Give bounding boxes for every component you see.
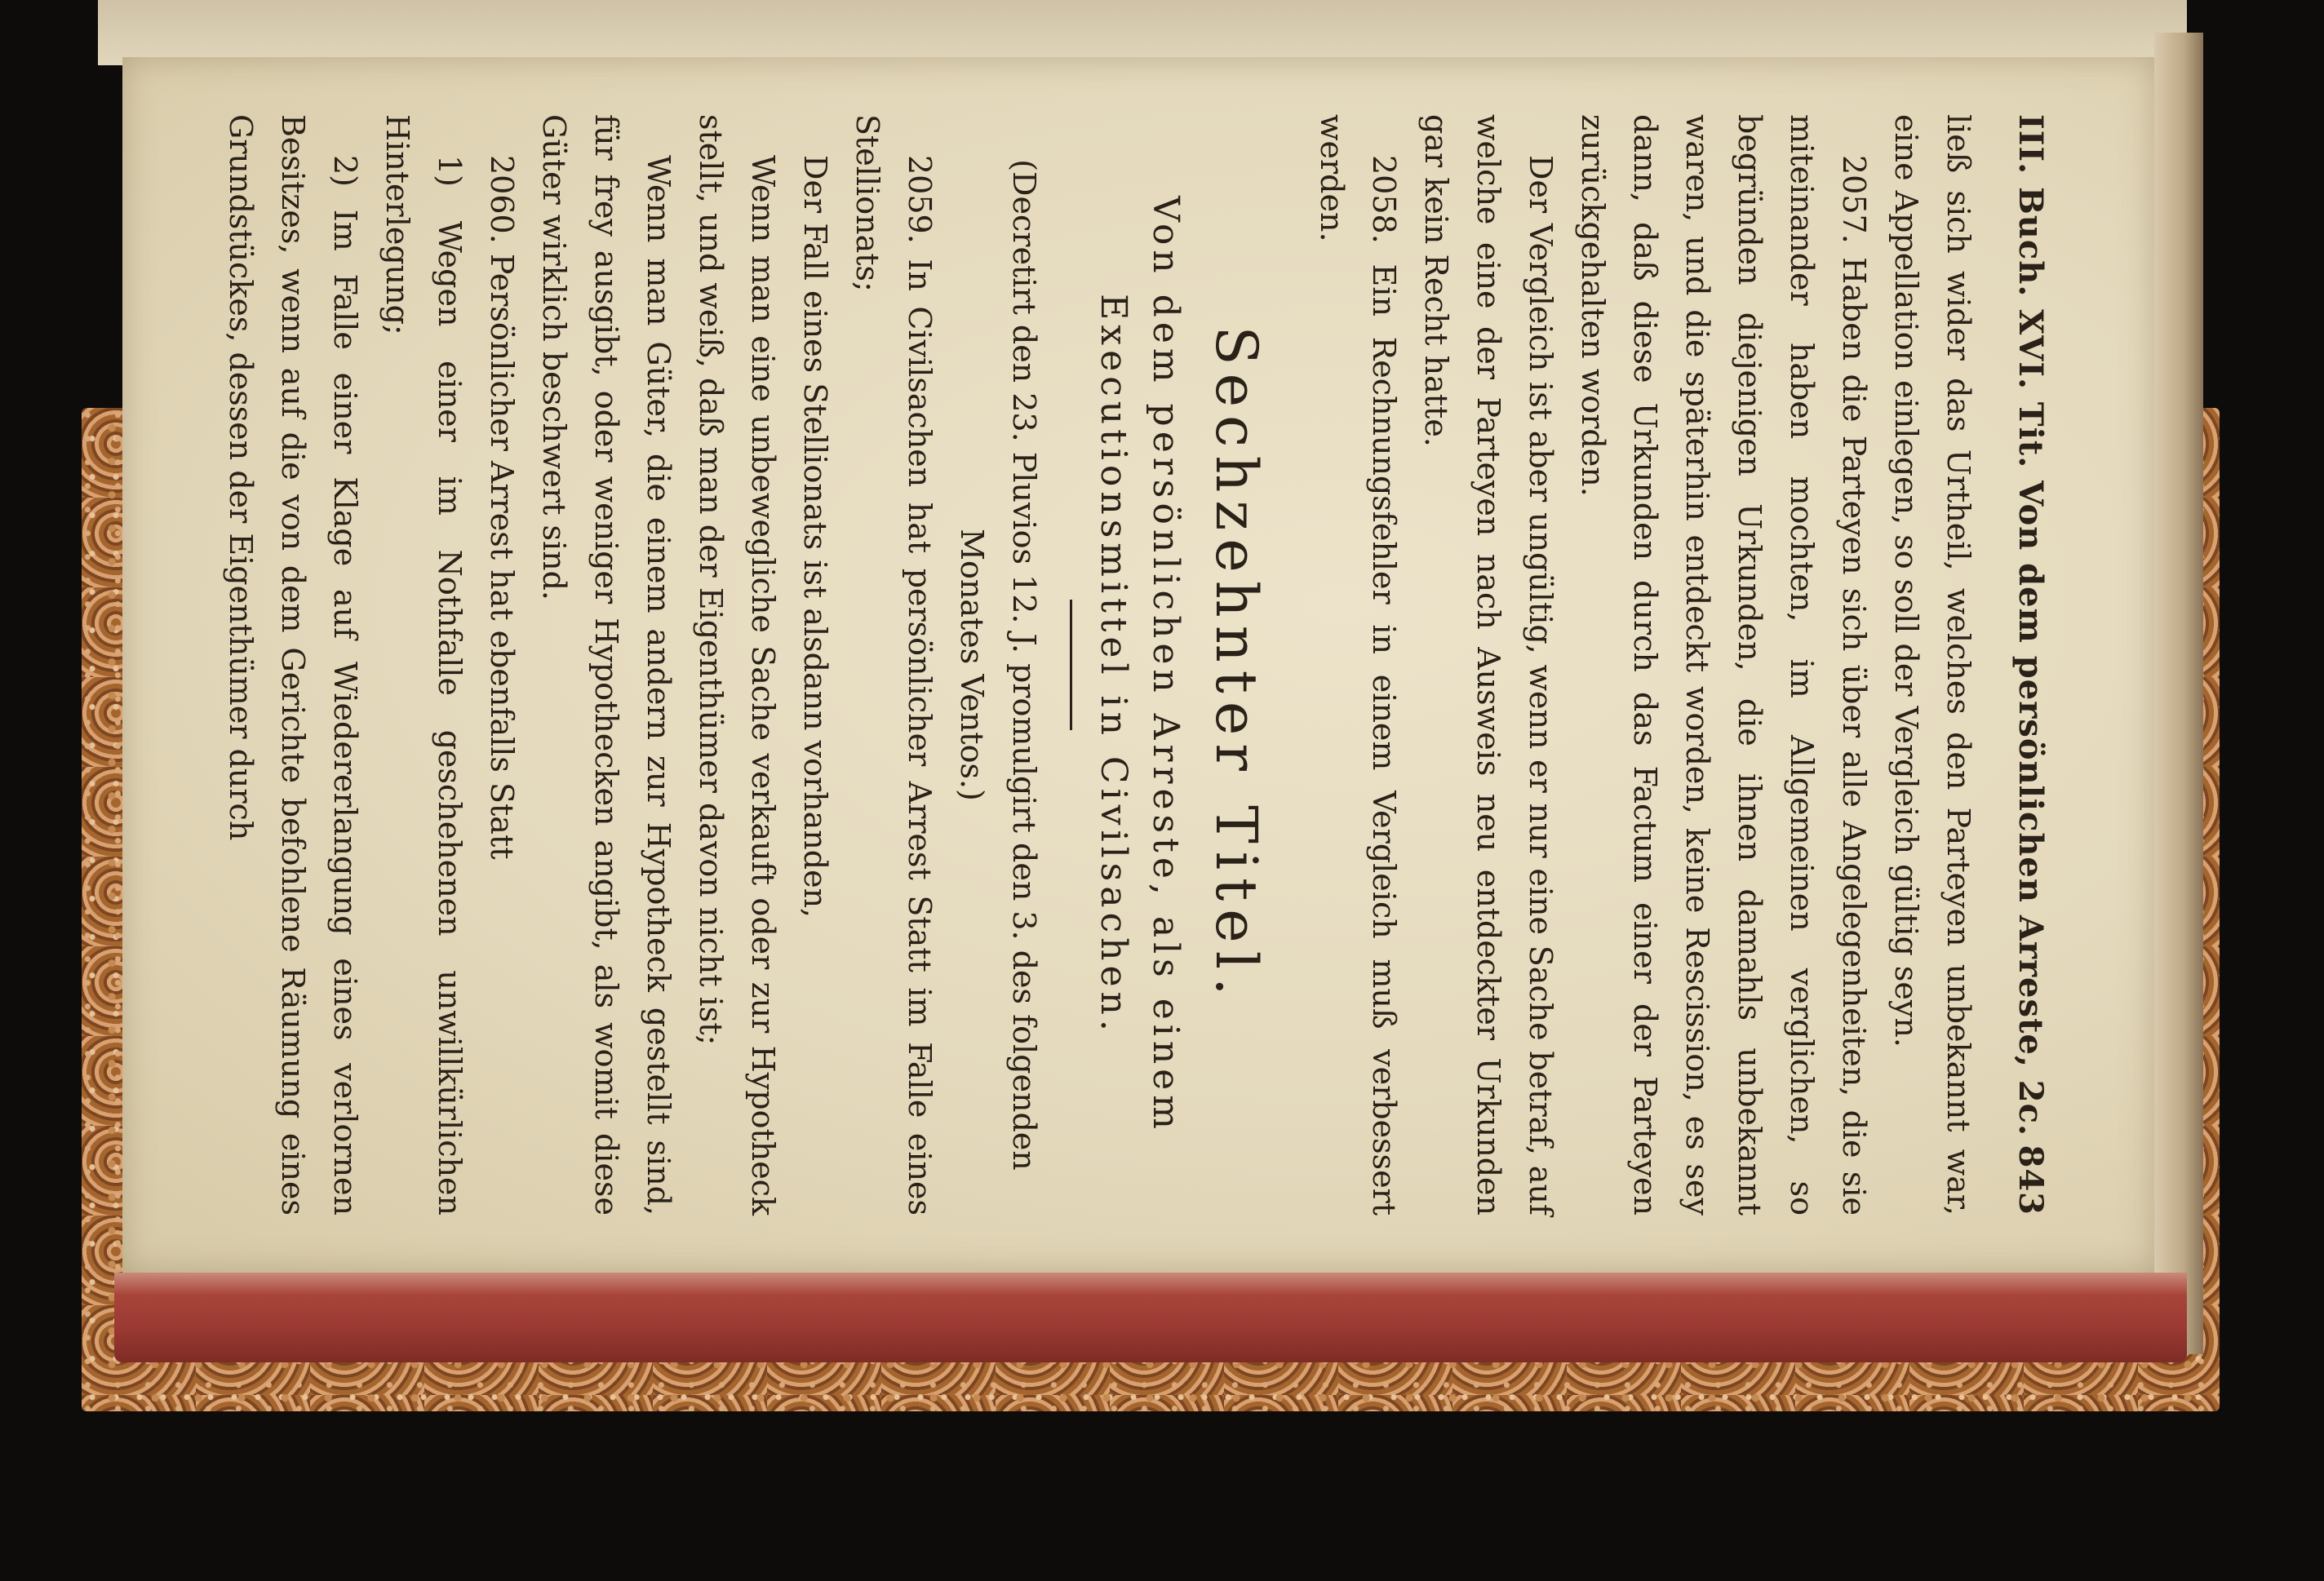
paragraph-top-2: 2057. Haben die Parteyen sich über alle Angelegenheiten, die sie miteinander haben mochten, im Allgemeinen verglichen, so begründen diejenigen Urkunden, die ihnen damahls unbekannt waren, und die späterhin entdeckt worden, keine Rescission, es sey dann, daß diese Urkunden durch das Factum einer der Parteyen zurückgehalten worden. [1575, 114, 1872, 1216]
paragraph-top-3: Der Vergleich ist aber ungültig, wenn er nur eine Sache betraf, auf welche eine der Parteyen nach Ausweis neu entdeckter Urkunden gar kein Recht hatte. [1418, 114, 1559, 1216]
running-head [2004, 114, 2056, 1216]
page-block-top-edge [98, 0, 2187, 65]
section-title: Sechzehnter Titel. [1203, 326, 1270, 1004]
paragraph-bottom-3: Wenn man eine unbewegliche Sache verkauft oder zur Hypotheck stellt, und weiß, daß man der Eigenthümer davon nicht ist; [693, 114, 781, 1216]
paragraph-top-4: 2058. Ein Rechnungsfehler in einem Vergleich muß verbessert werden. [1314, 114, 1402, 1216]
book-page [122, 57, 2154, 1273]
rotated-text-block [220, 114, 2056, 1216]
paragraph-bottom-1: 2059. In Civilsachen hat persönlicher Arrest Statt im Falle eines Stellionats; [849, 114, 938, 1216]
red-stained-edge [114, 1273, 2187, 1362]
paragraph-bottom-5: 2060. Persönlicher Arrest hat ebenfalls Statt [484, 155, 520, 860]
paragraph-bottom-7: 2) Im Falle einer Klage auf Wiedererlangung eines verlornen Besitzes, wenn auf die von dem Gerichte befohlene Räumung eines Grundstückes, dessen der Eigenthümer durch [223, 114, 363, 1216]
section-subtitle-2: Executionsmittel in Civilsachen. [1093, 294, 1134, 1036]
paragraph-bottom-4: Wenn man Güter, die einem andern zur Hypotheck gestellt sind, für frey ausgibt, oder weniger Hypothecken angibt, als womit diese Güter wirklich beschwert sind. [536, 114, 676, 1216]
page-number: 843 [2011, 1145, 2050, 1216]
title-divider [1070, 600, 1072, 730]
page-block-fore-edge [2154, 33, 2203, 1354]
running-head-title: III. Buch. XVI. Tit. Von dem persönlichen Arreste, 2c. [2011, 114, 2050, 1136]
paragraph-bottom-2: Der Fall eines Stellionats ist alsdann vorhanden, [797, 155, 833, 919]
decree-note: (Decretirt den 23. Pluvios 12. J. promulgirt den 3. des folgenden Monates Ventos.) [954, 159, 1042, 1171]
paragraph-bottom-6: 1) Wegen einer im Nothfalle geschehenen unwillkürlichen Hinterlegung; [379, 114, 468, 1216]
section-subtitle-1: Von dem persönlichen Arreste, als einem [1145, 196, 1186, 1134]
paragraph-top-1: ließ sich wider das Urtheil, welches den Parteyen unbekannt war, eine Appellation einlegen, so soll der Vergleich gültig seyn. [1888, 114, 1976, 1216]
